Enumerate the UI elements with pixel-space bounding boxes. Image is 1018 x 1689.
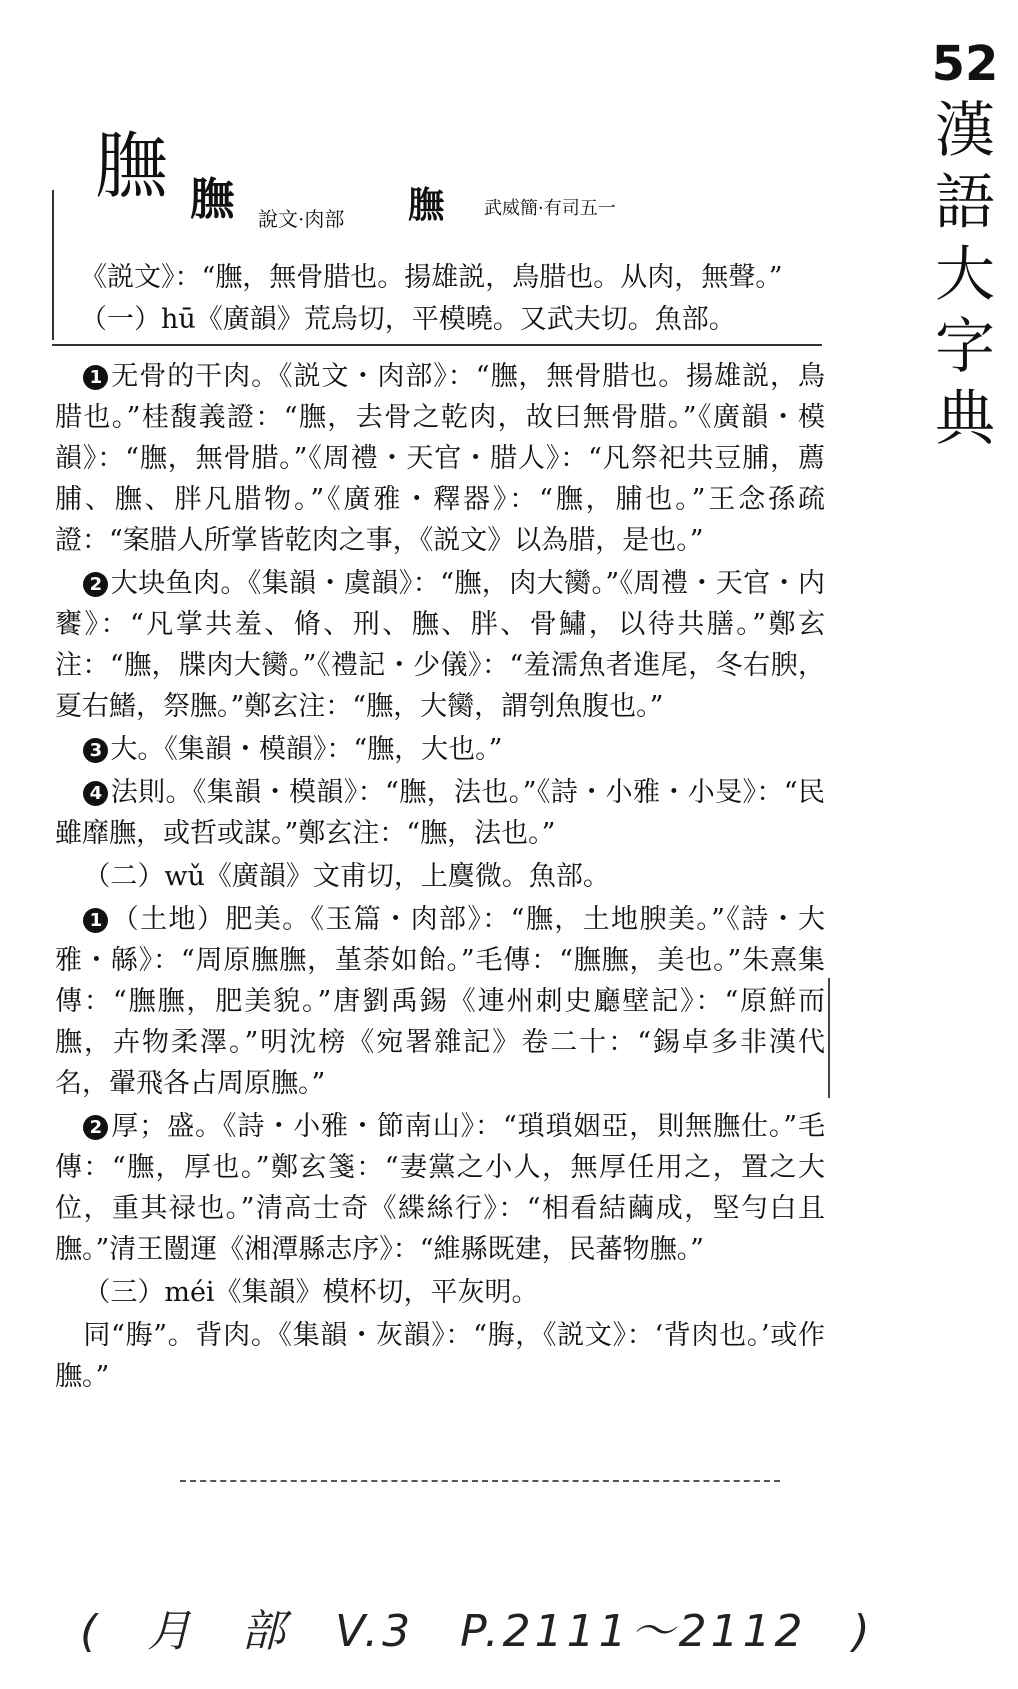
title-char: 大 [935, 240, 995, 310]
page-number: 52 [931, 36, 999, 92]
sense-number: 1 [83, 365, 108, 390]
header-vertical-rule [52, 190, 54, 340]
sense-text: （土地）肥美。《玉篇・肉部》：“膴，土地腴美。”《詩・大雅・緜》：“周原膴膴，堇荼如飴。”毛傳：“膴膴，美也。”朱熹集傳：“膴膴，肥美貌。”唐劉禹錫《連州刺史廳壁記》：“原鮮而膴，卉物柔澤。”明沈榜《宛署雜記》卷二十：“錫卓多非漢代名，翬飛各占周原膴。” [55, 904, 825, 1099]
sense-number: 1 [83, 908, 108, 933]
sense-text: 法則。《集韻・模韻》：“膴，法也。”《詩・小雅・小旻》：“民雖靡膴，或哲或謀。”鄭玄注：“膴，法也。” [55, 777, 825, 849]
reading-two: （二）wǔ《廣韻》文甫切，上麌微。魚部。 [83, 861, 610, 892]
reading-three: （三）méi《集韻》模杯切，平灰明。 [83, 1277, 539, 1308]
sense-item [55, 356, 825, 561]
sense-number: 4 [83, 781, 108, 806]
sense-item [55, 1106, 825, 1270]
handwritten-note: ( 月 部 V.3 P.2111～2112 ) [80, 1606, 874, 1657]
sense-item: 同“脢”。背肉。《集韻・灰韻》：“脢，《説文》：‘背肉也。’或作膴。” [55, 1320, 825, 1392]
bamboo-slip-form: 膴 [408, 185, 445, 226]
sense-text: 无骨的干肉。《説文・肉部》：“膴，無骨腊也。揚雄説，鳥腊也。”桂馥義證：“膴，去骨之乾肉，故曰無骨腊。”《廣韻・模韻》：“膴，無骨腊。”《周禮・天官・腊人》：“凡祭祀共豆脯，薦脯、膴、胖凡腊物。”《廣雅・釋器》：“膴，脯也。”王念孫疏證：“案腊人所掌皆乾肉之事，《説文》以為腊，是也。” [55, 361, 825, 556]
title-char: 典 [935, 384, 995, 454]
sense-number: 2 [83, 572, 108, 597]
headword: 膴 [95, 124, 168, 208]
sense-number: 2 [83, 1115, 108, 1140]
sense-text: 大。《集韻・模韻》：“膴，大也。” [110, 734, 503, 765]
reading-one: （一）hū《廣韻》荒烏切，平模曉。又武夫切。魚部。 [80, 304, 736, 335]
seal-script-form: 膴 [190, 174, 234, 225]
header-horizontal-rule [52, 344, 822, 346]
sense-item [55, 772, 825, 854]
dictionary-title [925, 95, 1005, 455]
seal-script-caption: 說文·肉部 [258, 207, 345, 231]
title-char: 字 [935, 312, 995, 382]
title-char: 語 [935, 168, 995, 238]
sense-item [55, 899, 825, 1104]
sense-text: 大块鱼肉。《集韻・虞韻》：“膴，肉大臠。”《周禮・天官・内饔》：“凡掌共羞、脩、刑、膴、胖、骨鱐，以待共膳。”鄭玄注：“膴，牒肉大臠。”《禮記・少儀》：“羞濡魚者進尾，冬右腴，夏右鰭，祭膴。”鄭玄注：“膴，大臠，謂刳魚腹也。” [55, 568, 825, 722]
sense-item [55, 563, 825, 727]
margin-bracket [828, 978, 830, 1098]
sense-item [55, 729, 825, 770]
bamboo-slip-caption: 武威簡·有司五一 [484, 198, 616, 219]
entry-body [55, 356, 825, 1399]
shuowen-citation: 《説文》：“膴，無骨腊也。揚雄説，鳥腊也。从肉，無聲。” [80, 262, 783, 293]
sense-number: 3 [83, 738, 108, 763]
dashed-divider [180, 1480, 780, 1484]
title-char: 漢 [935, 96, 995, 166]
sense-text: 厚；盛。《詩・小雅・節南山》：“瑣瑣姻亞，則無膴仕。”毛傳：“膴，厚也。”鄭玄箋：“妻黨之小人，無厚任用之，置之大位，重其禄也。”清高士奇《緤絲行》：“相看結繭成，堅勻白且膴。”清王闓運《湘潭縣志序》：“維縣既建，民蕃物膴。” [55, 1111, 825, 1265]
